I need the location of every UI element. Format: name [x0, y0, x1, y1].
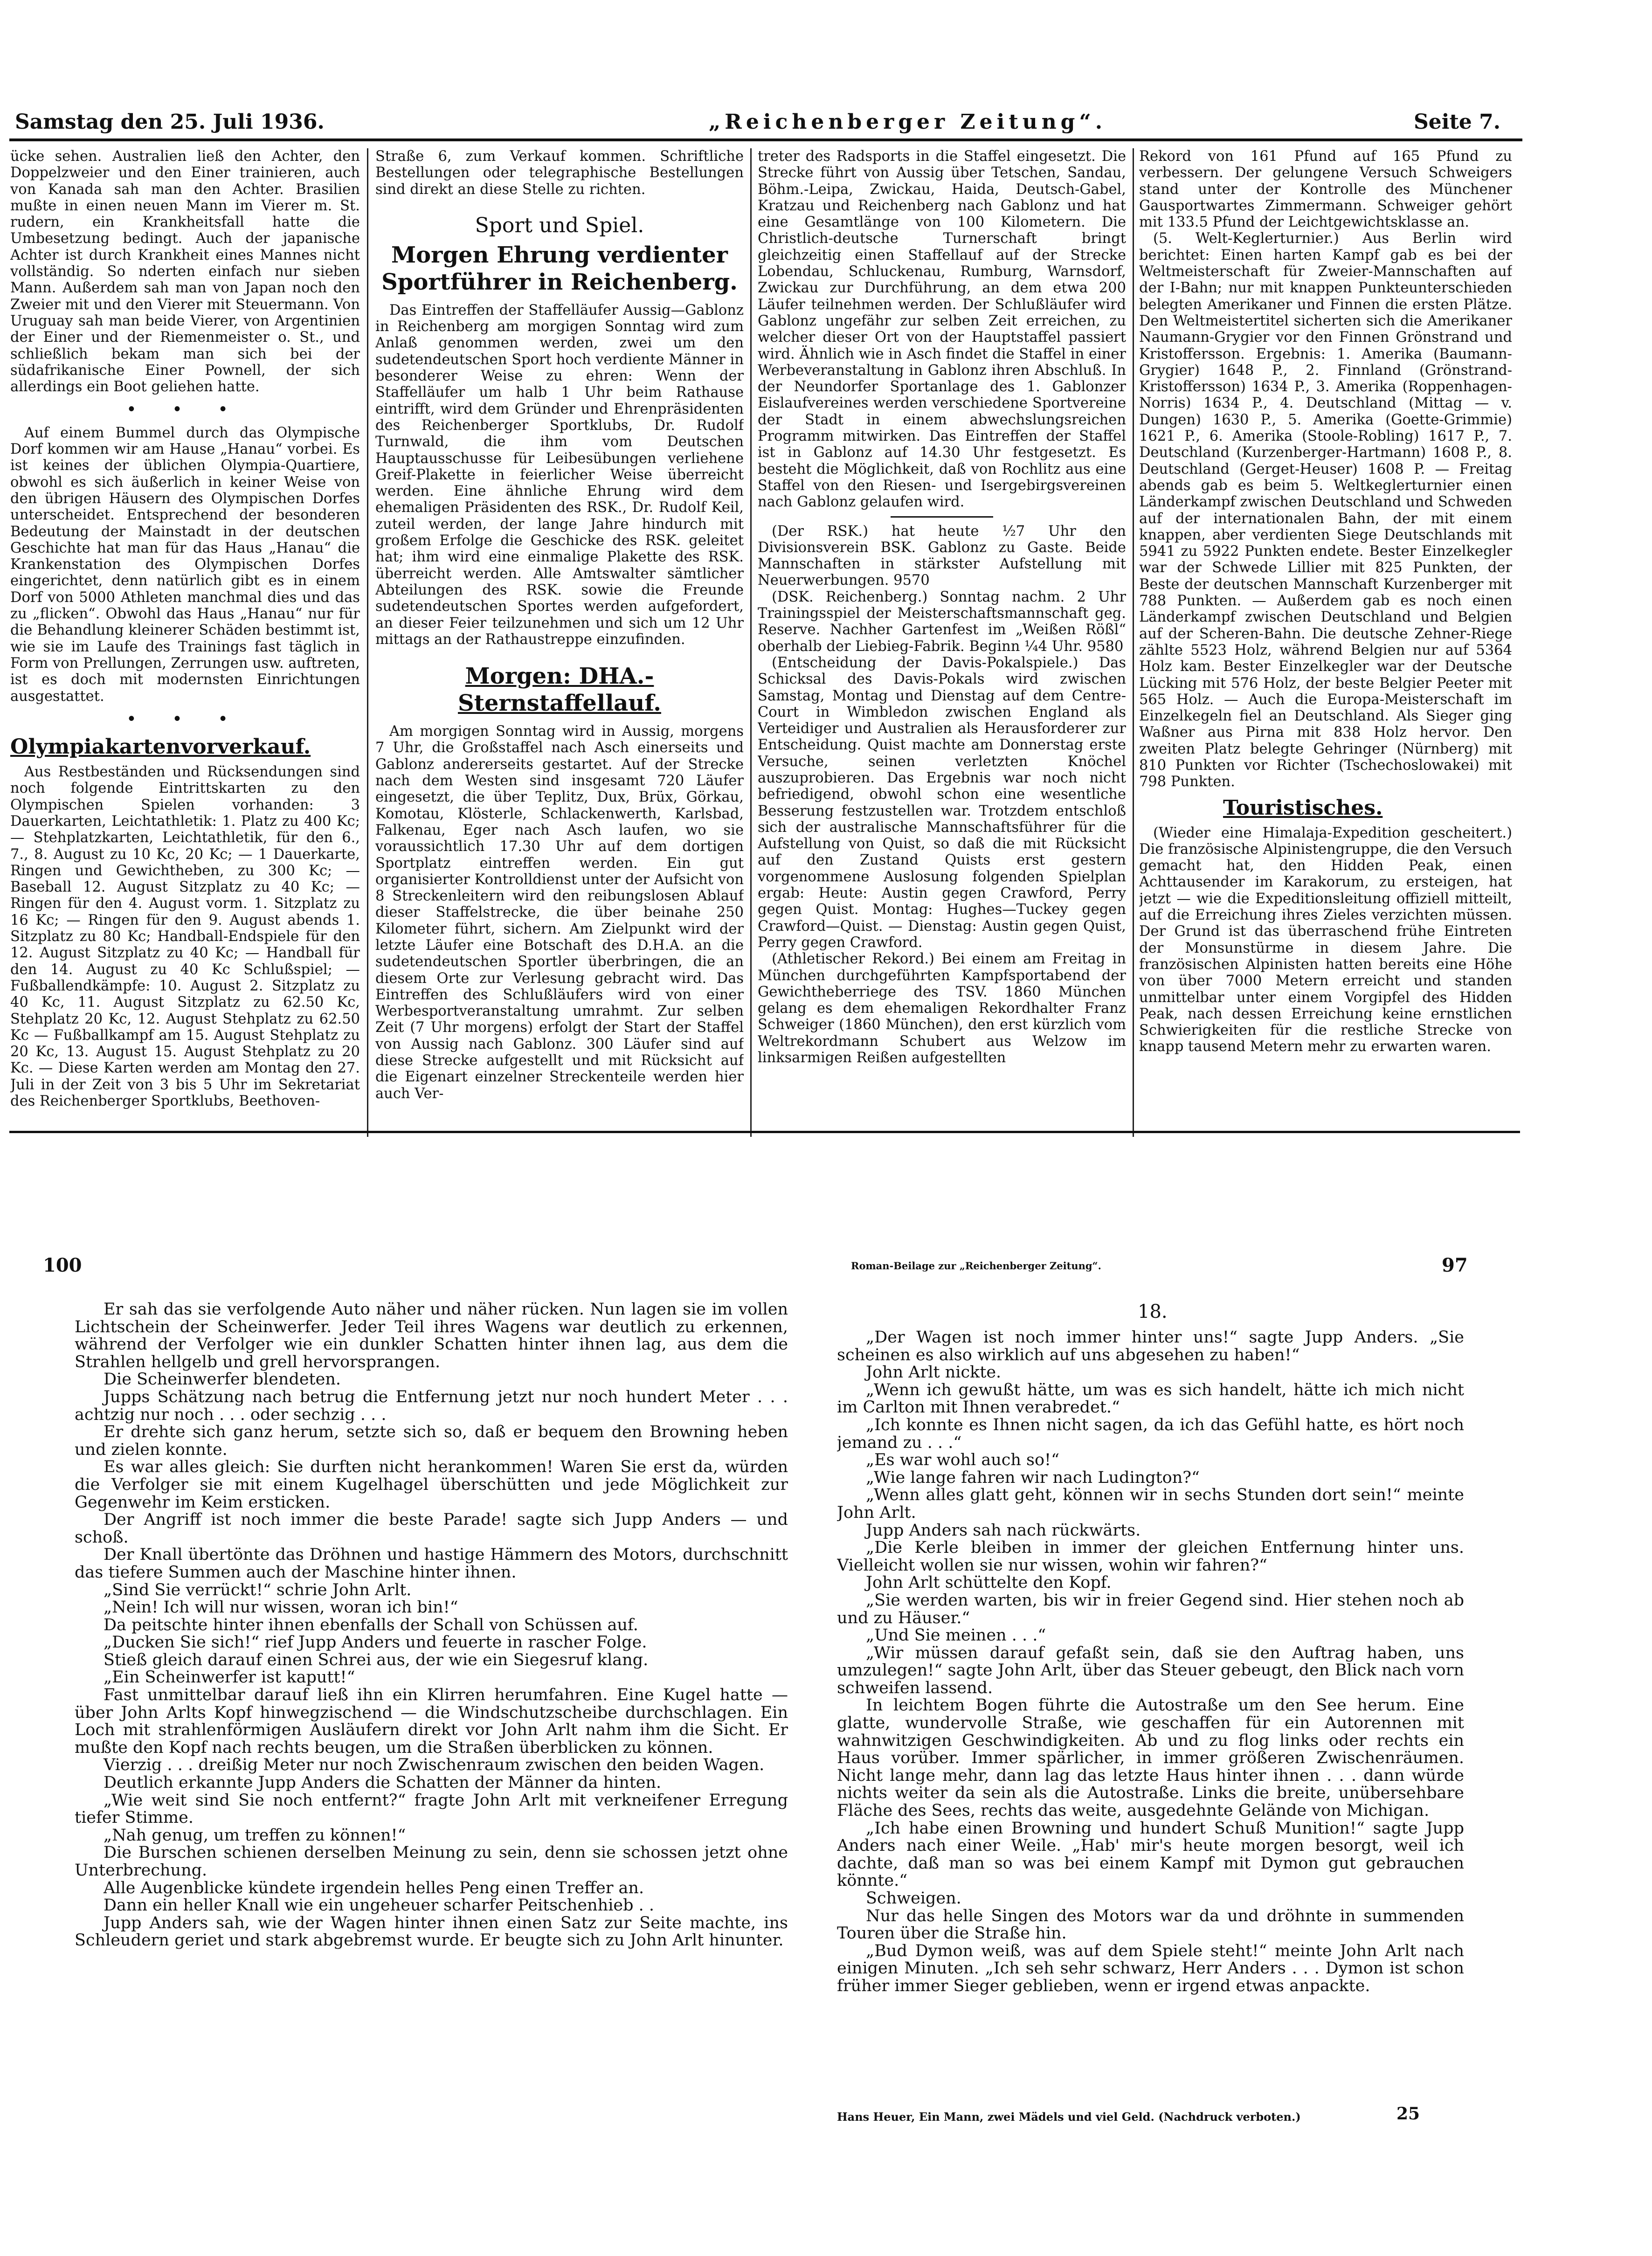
story-paragraph: Es war alles gleich: Sie durften nicht herankommen! Waren Sie erst da, würden die Verfolger sie mit einem Kugelhagel überschütten und jede Möglichkeit zur Gegenwehr im Keim ersticken. — [75, 1458, 788, 1512]
column-1 — [10, 148, 360, 1146]
story-paragraph: John Arlt nickte. — [866, 1363, 1002, 1382]
relay-text: Am morgigen Sonntag wird in Aussig, morgens 7 Uhr, die Großstaffel nach Asch einerseits und Gablonz andererseits gestartet. Auf der Strecke nach dem Westen sind insgesamt 720 Läufer eingesetzt, die über Teplitz, Dux, Brüx, Görkau, Komotau, Klösterle, Schlackenwerth, Karlsbad, Falkenau, Eger nach Asch laufen, wo sie voraussichtlich 17.30 Uhr auf dem dortigen Sportplatz eintreffen werden. Ein gut organisierter Kontrolldienst unter der Aufsicht von 8 Streckenleitern wird den reibungslosen Ablauf dieser Staffelstrecke, die über beinahe 250 Kilometer führt, sichern. Am Zielpunkt wird der letzte Läufer eine Botschaft des D.H.A. an die sudetendeutschen Sportler überbringen, die an diesem Orte zur Verlesung gebracht wird. Das Eintreffen des Schlußläufers wird von einer Werbesportveranstaltung umrahmt. Zur selben Zeit (7 Uhr morgens) erfolgt der Start der Staffel von Aussig nach Gablonz. 300 Läufer sind auf diese Strecke aufgestellt und mit Rücksicht auf die Eigenart einzelner Streckenteile werden hier auch Ver- — [375, 723, 744, 1102]
story-paragraph: „Bud Dymon weiß, was auf dem Spiele steht!“ meinte John Arlt nach einigen Minuten. „Ich seh sehr schwarz, Herr Anders . . . Dymon ist schon früher immer Sieger geblieben, wenn er irgend etwas anpackte. — [837, 1941, 1464, 1995]
story-paragraph: Deutlich erkannte Jupp Anders die Schatten der Männer da hinten. — [104, 1773, 662, 1792]
story-paragraph: Die Scheinwerfer blendeten. — [104, 1370, 341, 1389]
roman-supplement-title: Roman-Beilage zur „Reichenberger Zeitung“. — [851, 1260, 1101, 1272]
olympia-tickets-text: Aus Restbeständen und Rücksendungen sind noch folgende Eintrittskarten zu den Olympischen Spielen vorhanden: 3 Dauerkarten, Leichtathletik: 1. Platz zu 400 Kc; — Stehplatzkarten, Leichtathletik, für den 6., 7., 8. August zu 10 Kc, 20 Kc; — 1 Dauerkarte, Ringen und Gewichtheben, zu 300 Kc; — Baseball 12. August Sitzplatz zu 40 Kc; — Ringen für den 4. August vorm. 1. Sitzplatz zu 16 Kc; — Ringen für den 9. August abends 1. Sitzplatz zu 80 Kc; Handball-Endspiele für den 12. August Sitzplatz zu 40 Kc; — Handball für den 14. August zu 40 Kc Schlußspiel; — Fußballendkämpfe: 10. August 2. Sitzplatz zu 40 Kc, 11. August Sitzplatz zu 62.50 Kc, Stehplatz 20 Kc, 12. August Stehplatz zu 62.50 Kc — Fußballkampf am 15. August Stehplatz zu 20 Kc, 13. August 15. August Stehplatz zu 20 Kc. — Diese Karten werden am Montag den 27. Juli in der Zeit von 3 bis 5 Uhr im Sekretariat des Reichenberger Sportklubs, Beethoven- — [10, 764, 360, 1110]
story-paragraph: „Wir müssen darauf gefaßt sein, daß sie den Auftrag haben, uns umzulegen!“ sagte John Arlt, über das Steuer gebeugt, den Blick nach vorn schweifen lassend. — [837, 1643, 1464, 1697]
story-paragraph: Schweigen. — [866, 1889, 961, 1908]
story-paragraph: Jupp Anders sah, wie der Wagen hinter ihnen einen Satz zur Seite machte, ins Schleudern geriet und stark abgebremst wurde. Er beugte sich zu John Arlt hinunter. — [75, 1913, 788, 1950]
story-paragraph: Der Knall übertönte das Dröhnen und hastige Hämmern des Motors, durchschnitt das tiefere Summen auch der Maschine hinter ihnen. — [75, 1545, 788, 1582]
touristic-heading: Touristisches. — [1223, 796, 1383, 820]
separator-stars: • • • — [127, 710, 243, 727]
roman-page-left: 100 — [43, 1254, 82, 1276]
story-paragraph: Er drehte sich ganz herum, setzte sich so, daß er bequem den Browning heben und zielen konnte. — [75, 1423, 788, 1459]
column-4 — [1139, 148, 1512, 1146]
header-date: Samstag den 25. Juli 1936. — [15, 110, 325, 134]
upper-section-bottom-rule — [9, 1131, 1520, 1133]
short-rule — [891, 516, 993, 518]
story-paragraph: „Ein Scheinwerfer ist kaputt!“ — [104, 1668, 355, 1687]
story-paragraph: „Sie werden warten, bis wir in freier Gegend sind. Hier stehen noch ab und zu Häuser.“ — [837, 1591, 1464, 1627]
tickets-continued-text: Straße 6, zum Verkauf kommen. Schriftliche Bestellungen oder telegraphische Bestellungen sind direkt an diese Stelle zu richten. — [375, 148, 744, 198]
davis-cup-text: (Entscheidung der Davis-Pokalspiele.) Das Schicksal des Davis-Pokals wird zwischen Samstag, Montag und Dienstag auf dem Centre-Court in Wimbledon zwischen England als Verteidiger und Australien als Herausforderer zur Entscheidung. Quist machte am Donnerstag erste Versuche, seinen verletzten Knöchel auszuprobieren. Das Ergebnis war noch nicht befriedigend, obwohl schon eine wesentliche Besserung festzustellen war. Trotzdem entschloß sich der australische Mannschaftsführer für die Aufstellung von Quist, so daß die mit Rücksicht auf den Zustand Quists erst gestern vorgenommene Auslosung folgenden Spielplan ergab: Heute: Austin gegen Crawford, Perry gegen Quist. Montag: Hughes—Tuckey gegen Crawford—Quist. — Dienstag: Austin gegen Quist, Perry gegen Crawford. — [758, 654, 1126, 951]
roman-page-right: 97 — [1442, 1254, 1468, 1276]
roman-footer-number: 25 — [1396, 2104, 1420, 2124]
story-paragraph: Vierzig . . . dreißig Meter nur noch Zwischenraum zwischen den beiden Wagen. — [104, 1756, 765, 1775]
story-paragraph: „Und Sie meinen . . .“ — [866, 1626, 1046, 1645]
relay-heading: Morgen: DHA.-Sternstaffellauf. — [458, 663, 661, 717]
header-page-number: Seite 7. — [1414, 110, 1501, 134]
column-divider — [750, 148, 752, 1137]
column-divider — [367, 148, 368, 1137]
roman-column-left — [75, 1301, 788, 2122]
rsk-notice: (Der RSK.) hat heute ½7 Uhr den Divisionsverein BSK. Gablonz zu Gaste. Beide Mannschaften in stärkster Aufstellung mit Neuerwerbungen. 9570 — [758, 523, 1126, 589]
story-paragraph: Die Burschen schienen derselben Meinung zu sein, denn sie schossen jetzt ohne Unterbrechung. — [75, 1843, 788, 1880]
sport-leaders-heading: Morgen Ehrung verdienter Sportführer in Reichenberg. — [381, 242, 738, 295]
story-paragraph: Dann ein heller Knall wie ein ungeheuer scharfer Peitschenhieb . . — [104, 1896, 655, 1915]
column-divider — [1133, 148, 1134, 1137]
olympia-tickets-heading: Olympiakartenvorverkauf. — [10, 735, 311, 759]
athletic-record-text: (Athletischer Rekord.) Bei einem am Freitag in München durchgeführten Kampfsportabend der Gewichtheberriege des TSV. 1860 München gelang es dem ehemaligen Rekordhalter Franz Schweiger (1860 München), den erst kürzlich vom Weltrekordmann Schubert aus Welzow im linksarmigen Reißen aufgestellten — [758, 951, 1126, 1066]
story-paragraph: „Wenn alles glatt geht, können wir in sechs Stunden dort sein!“ meinte John Arlt. — [837, 1486, 1464, 1522]
record-continued-text: Rekord von 161 Pfund auf 165 Pfund zu verbessern. Der gelungene Versuch Schweigers stand unter der Kontrolle des Münchener Gausportwartes Zimmermann. Schweiger gehört mit 133.5 Pfund der Leichtgewichtsklasse an. — [1139, 148, 1512, 231]
separator-stars: • • • — [127, 401, 243, 418]
roman-column-right — [837, 1329, 1464, 2103]
relay-continued-text: treter des Radsports in die Staffel eingesetzt. Die Strecke führt von Aussig über Tetschen, Sandau, Böhm.-Leipa, Zwickau, Haida, Deutsch-Gabel, Kratzau und Reichenberg nach Gablonz und hat eine Gesamtlänge von 100 Kilometern. Die Christlich-deutsche Turnerschaft bringt gleichzeitig einen Staffellauf auf der Strecke Lobendau, Schluckenau, Rumburg, Warnsdorf, Zwickau zur Durchführung, an dem etwa 200 Läufer teilnehmen werden. Der Schlußläufer wird Gablonz ungefähr zur selben Zeit erreichen, zu welcher dieser Ort von der Hauptstaffel passiert wird. Ähnlich wie in Asch findet die Staffel in einer Werbeveranstaltung in Gablonz ihren Abschluß. In der Neundorfer Sportanlage des 1. Gablonzer Eislaufvereines werden verschiedene Sportvereine der Stadt in einem abwechslungsreichen Programm mitwirken. Das Eintreffen der Staffel ist in Gablonz auf 14.30 Uhr festgesetzt. Es besteht die Möglichkeit, daß von Rochlitz aus eine Staffel von den Riesen- und Isergebirgsvereinen nach Gablonz gelaufen wird. — [758, 148, 1126, 511]
story-paragraph: John Arlt schüttelte den Kopf. — [866, 1573, 1112, 1592]
header-rule — [9, 138, 1522, 141]
olympic-village-text: Auf einem Bummel durch das Olympische Dorf kommen wir am Hause „Hanau“ vorbei. Es ist keines der üblichen Olympia-Quartiere, obwohl es sich äußerlich in keiner Weise von den übrigen Häusern des Olympischen Dorfes unterscheidet. Entsprechend der besonderen Bedeutung der Mainstadt in der deutschen Geschichte hat man für das Haus „Hanau“ die Krankenstation des Olympischen Dorfes eingerichtet, denn natürlich gibt es in einem Dorf von 5000 Athleten manchmal dies und das zu „flicken“. Obwohl das Haus „Hanau“ nur für die Behandlung kleinerer Schäden bestimmt ist, wie sie im Laufe des Trainings fast täglich in Form von Prellungen, Zerrungen usw. auftreten, ist es doch mit modernsten Einrichtungen ausgestattet. — [10, 424, 360, 705]
story-paragraph: In leichtem Bogen führte die Autostraße um den See herum. Eine glatte, wundervolle Straße, wie geschaffen für ein Autorennen mit wahnwitzigen Geschwindigkeiten. Ab und zu flog links oder rechts ein Haus vorüber. Immer spärlicher, in immer größeren Zwischenräumen. Nicht lange mehr, dann lag das letzte Haus hinter ihnen . . . dann würde nichts weiter da sein als die Autostraße. Links die breite, unübersehbare Fläche des Sees, rechts das weite, ausgedehnte Gelände von Michigan. — [837, 1696, 1464, 1820]
story-paragraph: „Ducken Sie sich!“ rief Jupp Anders und feuerte in rascher Folge. — [104, 1633, 647, 1652]
story-paragraph: „Wie lange fahren wir nach Ludington?“ — [866, 1468, 1200, 1487]
story-paragraph: Jupps Schätzung nach betrug die Entfernung jetzt nur noch hundert Meter . . . achtzig nur noch . . . oder sechzig . . . — [75, 1387, 788, 1424]
story-paragraph: Alle Augenblicke kündete irgendein helles Peng einen Treffer an. — [104, 1878, 644, 1897]
story-paragraph: „Der Wagen ist noch immer hinter uns!“ sagte Jupp Anders. „Sie scheinen es also wirklich auf uns abgesehen zu haben!“ — [837, 1329, 1464, 1364]
column-3 — [758, 148, 1126, 1146]
story-paragraph: „Die Kerle bleiben in immer der gleichen Entfernung hinter uns. Vielleicht wollen sie nur wissen, wohin wir fahren?“ — [837, 1538, 1464, 1575]
story-paragraph: „Ich konnte es Ihnen nicht sagen, da ich das Gefühl hatte, es hört noch jemand zu . . .“ — [837, 1415, 1464, 1452]
header-paper-title: „Reichenberger Zeitung“. — [709, 110, 1107, 134]
story-paragraph: „Sind Sie verrückt!“ schrie John Arlt. — [104, 1580, 412, 1599]
olympia-training-text: ücke sehen. Australien ließ den Achter, den Doppelzweier und den Einer trainieren, auch von Kanada sah man den Achter. Brasilien mußte in einen neuen Mann im Vierer m. St. rudern, ein Krankheitsfall hatte die Umbesetzung bedingt. Auch der japanische Achter ist durch Krankheit eines Mannes nicht vollständig. So nderten einfach nur sieben Mann. Außerdem sah man von Japan noch den Zweier mit und den Vierer mit Steuermann. Von Uruguay sah man beide Vierer, von Argentinien der Einer und der Riemenmeister o. St., und schließlich bekam man sich bei der südafrikanische Einer Pownell, der sich allerdings ein Boot geliehen hatte. — [10, 148, 360, 395]
story-paragraph: Jupp Anders sah nach rückwärts. — [866, 1521, 1141, 1540]
story-paragraph: „Nah genug, um treffen zu können!“ — [104, 1826, 406, 1845]
chapter-number: 18. — [1138, 1301, 1168, 1322]
bowling-tournament-text: (5. Welt-Keglerturnier.) Aus Berlin wird berichtet: Einen harten Kampf gab es bei der Weltmeisterschaft für Zweier-Mannschaften auf der I-Bahn; nur mit knappen Punkteunterschieden belegten Amerikaner und Finnen die ersten Plätze. Den Weltmeistertitel sicherten sich die Amerikaner Naumann-Grygier vor den Finnen Grönstrand und Kristoffersson. Ergebnis: 1. Amerika (Baumann-Grygier) 1648 P., 2. Finnland (Grönstrand-Kristoffersson) 1634 P., 3. Amerika (Roppenhagen-Norris) 1634 P., 4. Deutschland (Mittag — v. Dungen) 1630 P., 5. Amerika (Goette-Grimmie) 1621 P., 6. Amerika (Stoole-Robling) 1617 P., 7. Deutschland (Kurzenberger-Hartmann) 1608 P., 8. Deutschland (Gerget-Heuser) 1608 P. — Freitag abends gab es beim 5. Weltkeglerturnier einen Länderkampf zwischen Deutschland und Schweden auf der internationalen Bahn, der mit einem knappen, aber verdienten Siege Deutschlands mit 5941 zu 5922 Punkten endete. Bester Einzelkegler war der Schwede Lillier mit 825 Punkten, der Beste der deutschen Mannschaft Kurzenberger mit 788 Punkten. — Außerdem gab es noch einen Länderkampf zwischen Deutschland und Belgien auf der Scheren-Bahn. Die deutsche Zehner-Riege zählte 5523 Holz, während Belgien nur auf 5364 Holz kam. Bester Einzelkegler war der Deutsche Lücking mit 576 Holz, der beste Belgier Peeter mit 565 Holz. — Auch die Europa-Meisterschaft im Einzelkegeln fiel an Deutschland. Als Sieger ging Waßner aus Pirna mit 838 Holz hervor. Den zweiten Platz belegte Gehringer (Nürnberg) mit 810 Punkten vor Richter (Tschechoslowakei) mit 798 Punkten. — [1139, 230, 1512, 790]
himalaya-expedition-text: (Wieder eine Himalaja-Expedition gescheitert.) Die französische Alpinistengruppe, die den Versuch gemacht hat, den Hidden Peak, einen Achttausender im Karakorum, zu ersteigen, hat jetzt — wie die Expeditionsleitung offiziell mitteilt, auf die Erreichung ihres Zieles verzichten müssen. Der Grund ist das überraschend frühe Eintreten der Monsunstürme in diesem Jahre. Die französischen Alpinisten hatten bereits eine Höhe von über 7000 Metern erreicht und standen unmittelbar unter einem Vorgipfel des Hidden Peak, nach dessen Erreichung keine ernstlichen Schwierigkeiten für die restliche Strecke von knapp tausend Metern mehr zu erwarten waren. — [1139, 824, 1512, 1055]
story-paragraph: Nur das helle Singen des Motors war da und dröhnte in summenden Touren über die Straße hin. — [837, 1906, 1464, 1943]
story-paragraph: Stieß gleich darauf einen Schrei aus, der wie ein Siegesruf klang. — [104, 1650, 649, 1669]
dsk-notice: (DSK. Reichenberg.) Sonntag nachm. 2 Uhr Trainingsspiel der Meisterschaftsmannschaft geg. Reserve. Nachher Gartenfest im „Weißen Rößl“ oberhalb der Liebieg-Fabrik. Beginn ¼4 Uhr. 9580 — [758, 588, 1126, 655]
story-paragraph: Da peitschte hinter ihnen ebenfalls der Schall von Schüssen auf. — [104, 1615, 638, 1634]
story-paragraph: Der Angriff ist noch immer die beste Parade! sagte sich Jupp Anders — und schoß. — [75, 1510, 788, 1547]
section-heading-sport: Sport und Spiel. — [475, 213, 644, 237]
roman-footer: Hans Heuer, Ein Mann, zwei Mädels und viel Geld. (Nachdruck verboten.) — [837, 2110, 1301, 2124]
story-paragraph: „Nein! Ich will nur wissen, woran ich bin!“ — [104, 1598, 458, 1617]
story-paragraph: Fast unmittelbar darauf ließ ihn ein Klirren herumfahren. Eine Kugel hatte — über John Arlts Kopf hinwegzischend — die Windschutzscheibe durchschlagen. Ein Loch mit strahlenförmigen Ausläufern direkt vor John Arlt nahm ihm die Sicht. Er mußte den Kopf nach rechts beugen, um die Straßen überblicken zu können. — [75, 1686, 788, 1757]
column-2 — [375, 148, 744, 1146]
story-paragraph: „Es war wohl auch so!“ — [866, 1451, 1060, 1470]
story-paragraph: „Wenn ich gewußt hätte, um was es sich handelt, hätte ich mich nicht im Carlton mit Ihnen verabredet.“ — [837, 1380, 1464, 1417]
story-paragraph: „Ich habe einen Browning und hundert Schuß Munition!“ sagte Jupp Anders nach einer Weile. „Hab' mir's heute morgen besorgt, weil ich dachte, daß man so was bei einem Kampf mit Dymon gut gebrauchen könnte.“ — [837, 1819, 1464, 1890]
story-paragraph: Er sah das sie verfolgende Auto näher und näher rücken. Nun lagen sie im vollen Lichtschein der Scheinwerfer. Jeder Teil ihres Wagens war deutlich zu erkennen, während der Verfolger wie ein dunkler Schatten hinter ihnen lag, aus dem die Strahlen hellgelb und grell hervorsprangen. — [75, 1301, 788, 1371]
sport-leaders-text: Das Eintreffen der Staffelläufer Aussig—Gablonz in Reichenberg am morgigen Sonntag wird zum Anlaß genommen werden, zwei um den sudetendeutschen Sport hoch verdiente Männer in besonderer Weise zu ehren: Wenn der Staffelläufer um halb 1 Uhr beim Rathause eintrifft, wird dem Gründer und Ehrenpräsidenten des Reichenberger Sportklubs, Dr. Rudolf Turnwald, die ihm vom Deutschen Hauptausschusse für Leibesübungen verliehene Greif-Plakette in feierlicher Weise überreicht werden. Eine ähnliche Ehrung wird dem ehemaligen Präsidenten des RSK., Dr. Rudolf Keil, zuteil werden, der lange Jahre hindurch mit großem Erfolge die Geschicke des RSK. geleitet hat; ihm wird eine einmalige Plakette des RSK. überreicht werden. Alle Amtswalter sämtlicher Abteilungen des RSK. sowie die Freunde sudetendeutschen Sportes werden aufgefordert, an dieser Feier teilzunehmen und sich um 12 Uhr mittags an der Rathaustreppe einzufinden. — [375, 302, 744, 648]
story-paragraph: „Wie weit sind Sie noch entfernt?“ fragte John Arlt mit verkneifener Erregung tiefer Stimme. — [75, 1791, 788, 1827]
